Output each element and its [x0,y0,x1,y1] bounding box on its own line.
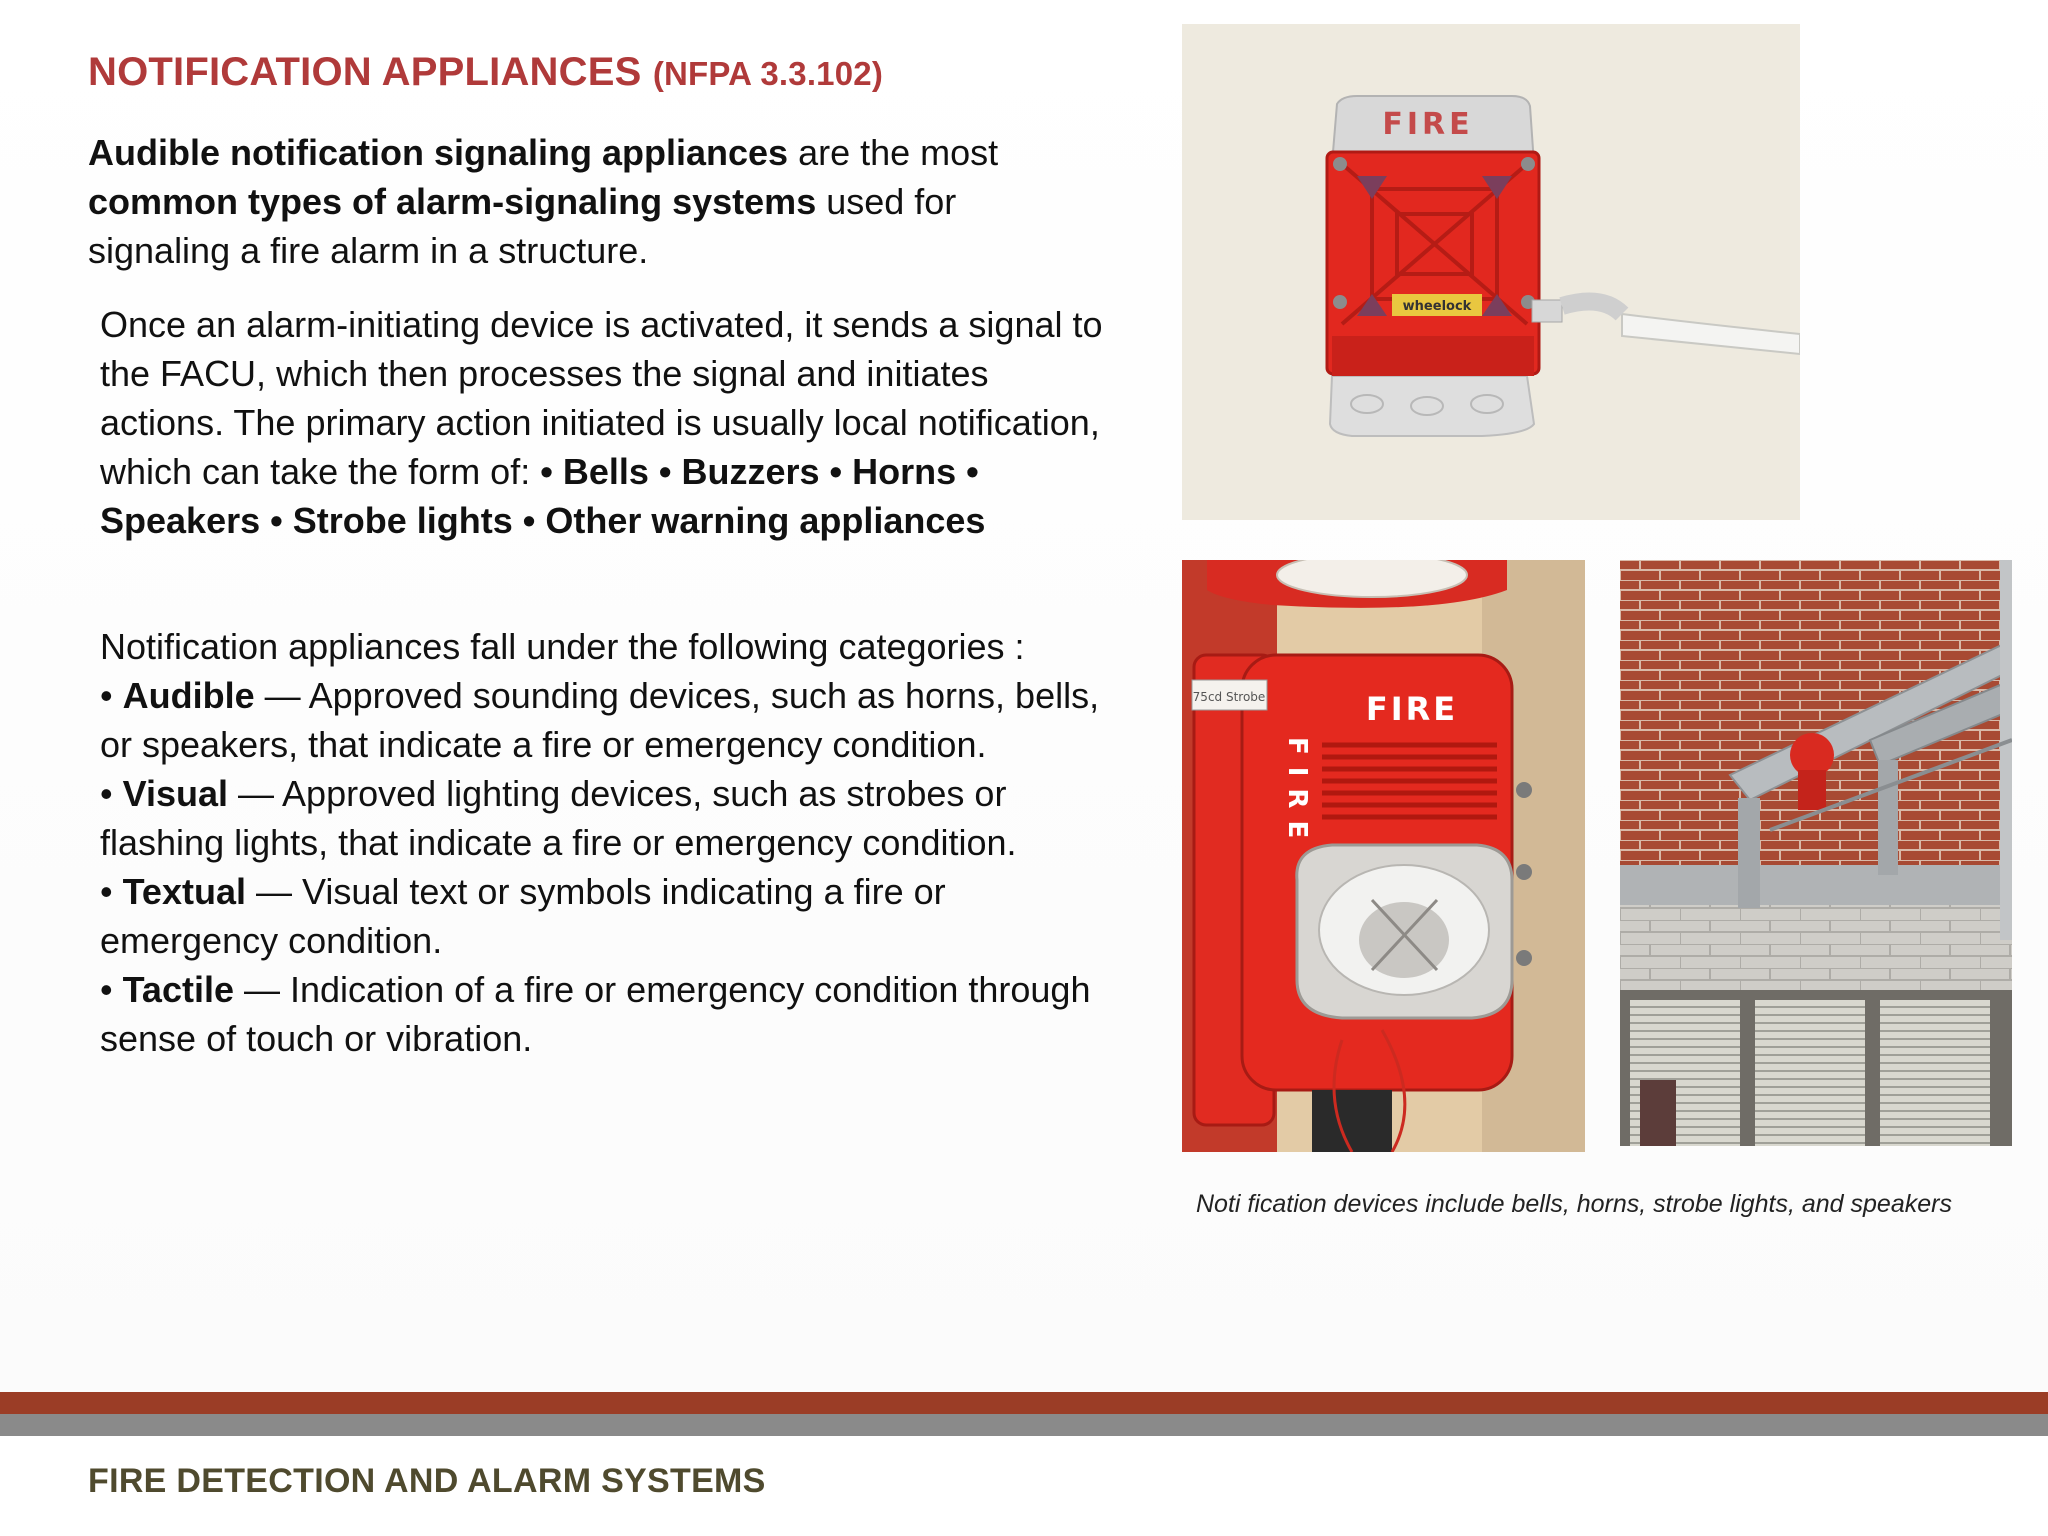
strobe-fire-label: FIRE [1365,690,1459,728]
photo-caption: Noti fication devices include bells, horns, strobe lights, and speakers [1196,1190,1952,1218]
intro-text-1: are the most [788,132,999,173]
intro-bold-2: common types of alarm-signaling systems [88,181,817,222]
categories-section [100,622,1110,1063]
activation-text: Once an alarm-initiating device is activated, it sends a signal to the FACU, which then processes the signal and initiates actions. The primary action initiated is usually local notification, which can take the form of: [100,304,1103,492]
strobe-side-label: FIRE [1282,737,1312,851]
category-desc: — Approved lighting devices, such as strobes or flashing lights, that indicate a fire or emergency condition. [100,773,1017,863]
footer-bar-red [0,1392,2048,1414]
category-name: Visual [122,773,229,814]
category-name: Textual [122,871,246,912]
category-desc: — Approved sounding devices, such as horns, bells, or speakers, that indicate a fire or emergency condition. [100,675,1100,765]
category-name: Audible [122,675,255,716]
intro-bold-1: Audible notification signaling appliances [88,132,789,173]
category-desc: — Indication of a fire or emergency condition through sense of touch or vibration. [100,969,1091,1059]
intro-text-2: used for signaling a fire alarm in a structure. [88,181,957,271]
categories-heading: Notification appliances fall under the following categories : [100,626,1025,667]
category-item: • Visual — Approved lighting devices, such as strobes or flashing lights, that indicate a fire or emergency condition. [100,773,1017,863]
bell-fire-label: FIRE [1382,107,1474,142]
footer-bar-gray [0,1414,2048,1436]
horn-strobe-illustration [1182,560,1585,1152]
footer-title: FIRE DETECTION AND ALARM SYSTEMS [88,1462,766,1500]
category-desc: — Visual text or symbols indicating a fire or emergency condition. [100,871,946,961]
category-name: Tactile [122,969,234,1010]
bell-brand-label: wheelock [1402,299,1472,314]
slide-title [88,50,883,95]
intro-paragraph [88,128,1088,275]
wall-bell-illustration [1620,560,2012,1146]
strobe-tag-label: 75cd Strobe [1192,690,1266,704]
activation-paragraph [100,300,1110,545]
fire-bell-photo [1182,24,1800,520]
wall-bell-photo [1620,560,2012,1146]
horn-strobe-photo [1182,560,1585,1152]
title-main: NOTIFICATION APPLIANCES [88,50,642,94]
notification-types-list: • Bells • Buzzers • Horns • Speakers • Strobe lights • Other warning appliances [100,451,986,541]
title-reference: (NFPA 3.3.102) [652,55,884,92]
fire-bell-illustration [1182,24,1800,520]
category-item: • Tactile — Indication of a fire or emergency condition through sense of touch or vibration. [100,969,1091,1059]
category-item: • Audible — Approved sounding devices, such as horns, bells, or speakers, that indicate a fire or emergency condition. [100,675,1100,765]
category-item: • Textual — Visual text or symbols indicating a fire or emergency condition. [100,871,946,961]
